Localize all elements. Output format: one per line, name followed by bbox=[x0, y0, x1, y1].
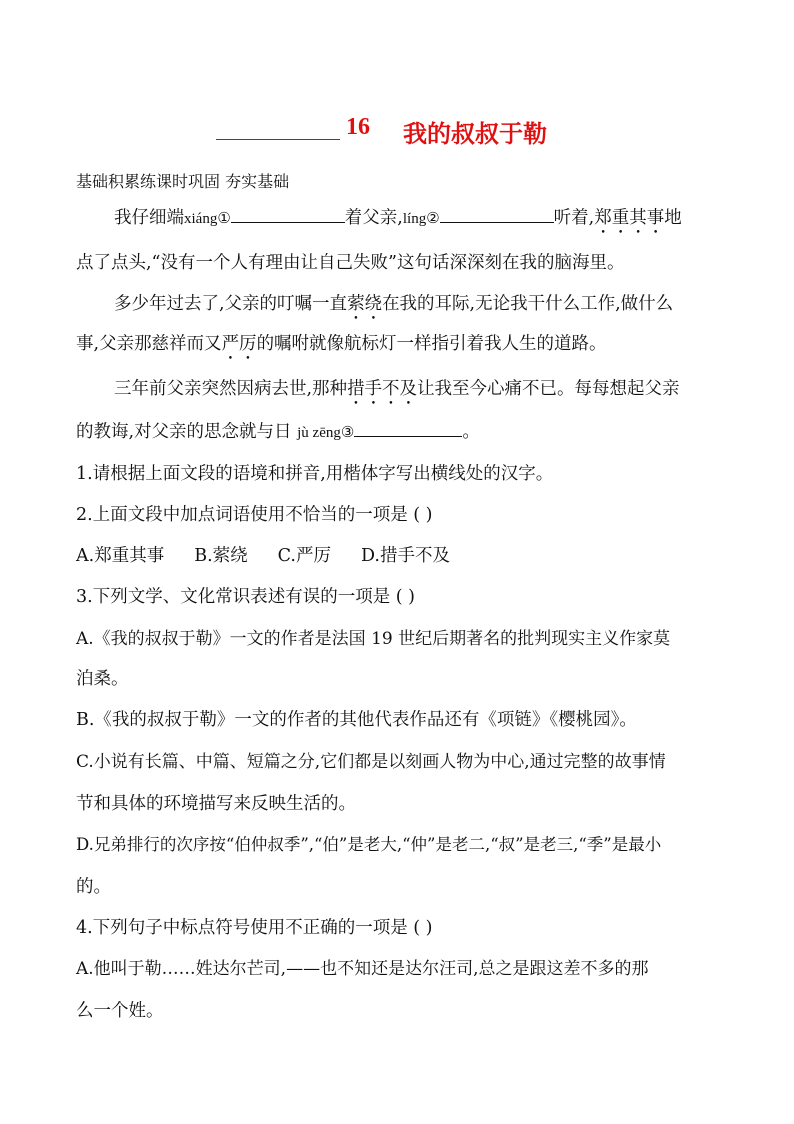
passage-line-2: 点了点头,“没有一个人有理由让自己失败”这句话深深刻在我的脑海里。 bbox=[76, 253, 625, 273]
dotted-word-3: 严厉 bbox=[221, 334, 257, 354]
text-segment: 的嘱咐就像航标灯一样指引着我人生的道路。 bbox=[256, 334, 607, 354]
passage-line-3 bbox=[114, 292, 673, 324]
text-segment: 我仔细端 bbox=[114, 208, 184, 228]
text-segment: 三年前父亲突然因病去世,那种 bbox=[114, 379, 348, 399]
option-c[interactable]: C.严厉 bbox=[277, 546, 331, 566]
text-segment: 。 bbox=[462, 422, 480, 442]
q3-option-c-line2: 节和具体的环境描写来反映生活的。 bbox=[76, 794, 356, 814]
text-segment: 的教诲,对父亲的思念就与日 bbox=[76, 422, 292, 442]
question-3: 3.下列文学、文化常识表述有误的一项是 ( ) bbox=[76, 587, 415, 607]
question-2-options bbox=[76, 544, 480, 568]
text-segment: 在我的耳际,无论我干什么工作,做什么 bbox=[382, 294, 674, 314]
question-2: 2.上面文段中加点词语使用不恰当的一项是 ( ) bbox=[76, 505, 433, 525]
option-a[interactable]: A.郑重其事 bbox=[76, 546, 165, 566]
q3-option-d-line2: 的。 bbox=[76, 877, 111, 897]
question-4: 4.下列句子中标点符号使用不正确的一项是 ( ) bbox=[76, 918, 433, 938]
text-segment: 让我至今心痛不已。每每想起父亲 bbox=[417, 379, 680, 399]
passage-line-6 bbox=[76, 420, 480, 445]
question-1: 1.请根据上面文段的语境和拼音,用楷体字写出横线处的汉字。 bbox=[76, 464, 554, 484]
lesson-number: 16 bbox=[346, 114, 370, 140]
pinyin-1: xiáng① bbox=[184, 211, 231, 227]
q3-option-b: B.《我的叔叔于勒》一文的作者的其他代表作品还有《项链》《樱桃园》。 bbox=[76, 710, 637, 730]
page-title: 我的叔叔于勒 bbox=[403, 120, 547, 148]
q4-option-a-line1: A.他叫于勒……姓达尔芒司,——也不知还是达尔汪司,总之是跟这差不多的那 bbox=[76, 959, 649, 979]
passage-line-5 bbox=[114, 377, 680, 409]
section-subtitle: 基础积累练课时巩固 夯实基础 bbox=[76, 172, 290, 191]
pinyin-2: líng② bbox=[402, 211, 440, 227]
option-d[interactable]: D.措手不及 bbox=[360, 546, 450, 566]
answer-blank-3[interactable] bbox=[354, 420, 462, 437]
text-segment: 着父亲, bbox=[344, 208, 403, 228]
text-segment: 地 bbox=[664, 208, 682, 228]
passage-line-1 bbox=[114, 206, 682, 238]
text-segment: 听着, bbox=[553, 208, 595, 228]
answer-blank-2[interactable] bbox=[440, 206, 554, 223]
title-underline bbox=[216, 139, 340, 140]
q3-option-a-line2: 泊桑。 bbox=[76, 669, 129, 689]
q3-option-c-line1: C.小说有长篇、中篇、短篇之分,它们都是以刻画人物为中心,通过完整的故事情 bbox=[76, 752, 666, 772]
q3-option-a-line1: A.《我的叔叔于勒》一文的作者是法国 19 世纪后期著名的批判现实主义作家莫 bbox=[76, 629, 671, 649]
q3-option-d-line1: D.兄弟排行的次序按“伯仲叔季”,“伯”是老大,“仲”是老二,“叔”是老三,“季”是最小 bbox=[76, 835, 662, 854]
option-b[interactable]: B.萦绕 bbox=[194, 546, 248, 566]
text-segment: 事,父亲那慈祥而又 bbox=[76, 334, 222, 354]
passage-line-4 bbox=[76, 332, 607, 364]
title-row bbox=[0, 112, 794, 148]
dotted-word-1: 郑重其事 bbox=[594, 208, 665, 228]
q4-option-a-line2: 么一个姓。 bbox=[76, 1001, 164, 1021]
answer-blank-1[interactable] bbox=[231, 206, 345, 223]
dotted-word-4: 措手不及 bbox=[347, 379, 418, 399]
dotted-word-2: 萦绕 bbox=[347, 294, 383, 314]
pinyin-3: jù zēng③ bbox=[297, 425, 355, 441]
text-segment: 多少年过去了,父亲的叮嘱一直 bbox=[114, 294, 348, 314]
